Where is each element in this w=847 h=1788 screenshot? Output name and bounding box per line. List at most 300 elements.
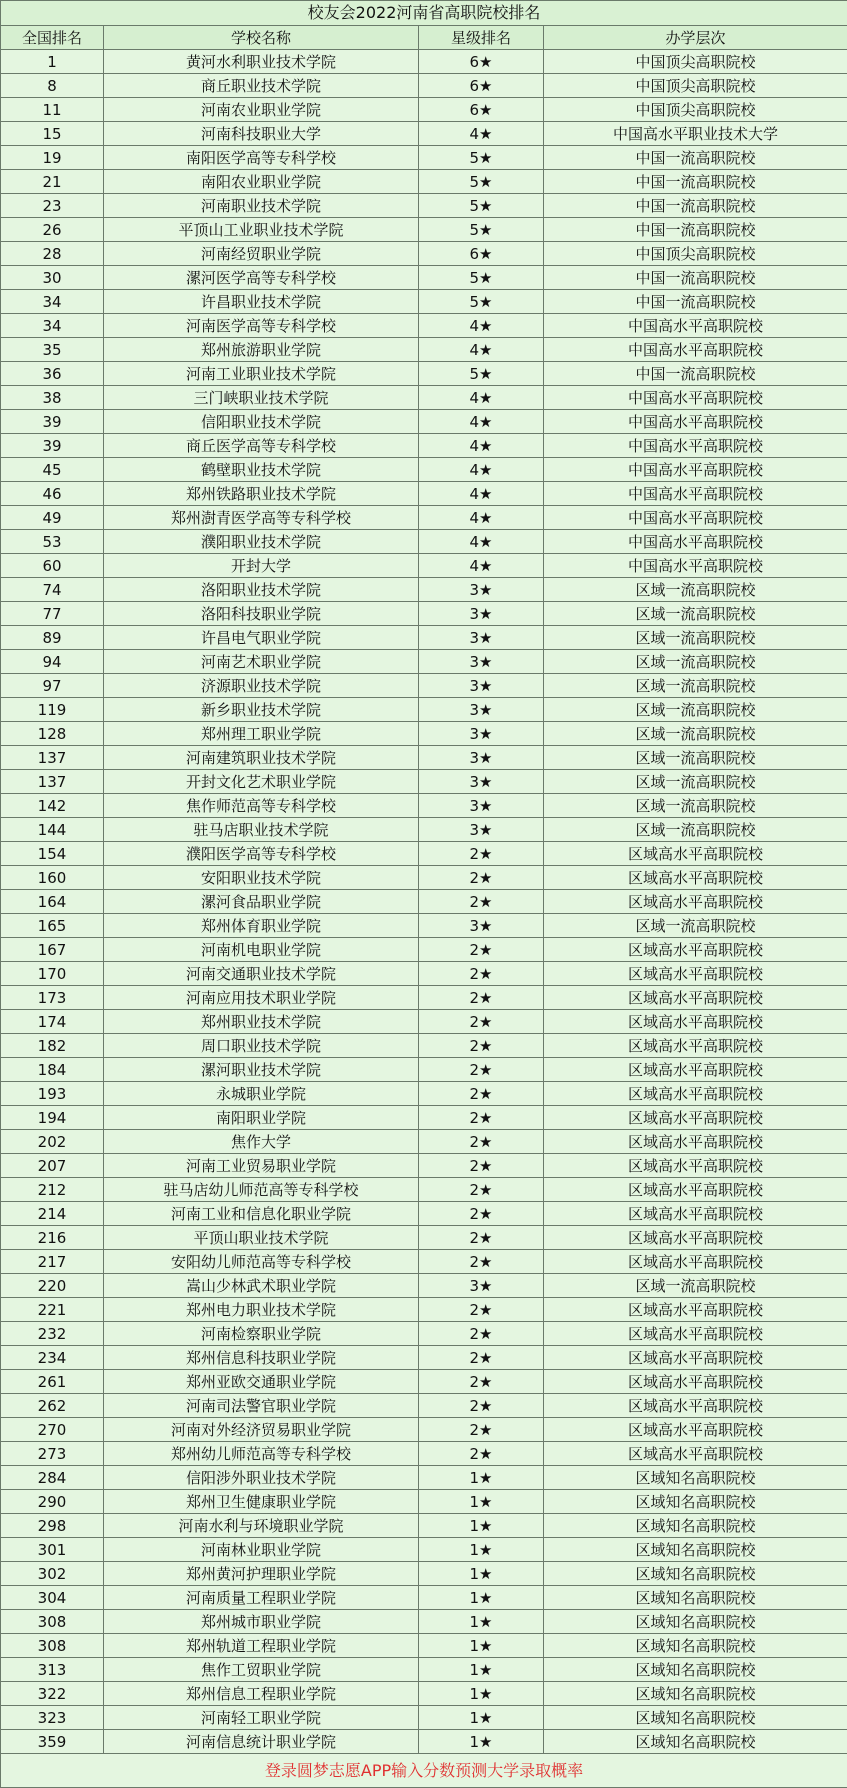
table-row [1, 1706, 847, 1730]
star-rank-cell: 2★ [419, 1202, 544, 1226]
table-row [1, 842, 847, 866]
school-name-cell: 郑州电力职业技术学院 [104, 1298, 419, 1322]
national-rank-cell: 164 [1, 890, 104, 914]
school-name-cell: 驻马店职业技术学院 [104, 818, 419, 842]
education-level-cell: 区域高水平高职院校 [544, 1082, 847, 1106]
national-rank-cell: 262 [1, 1394, 104, 1418]
national-rank-cell: 49 [1, 506, 104, 530]
school-name-cell: 济源职业技术学院 [104, 674, 419, 698]
table-row [1, 410, 847, 434]
national-rank-cell: 359 [1, 1730, 104, 1754]
star-rank-cell: 3★ [419, 914, 544, 938]
national-rank-cell: 21 [1, 170, 104, 194]
table-row [1, 314, 847, 338]
star-rank-cell: 1★ [419, 1514, 544, 1538]
national-rank-cell: 313 [1, 1658, 104, 1682]
education-level-cell: 中国顶尖高职院校 [544, 50, 847, 74]
star-rank-cell: 6★ [419, 98, 544, 122]
school-name-cell: 河南工业和信息化职业学院 [104, 1202, 419, 1226]
national-rank-cell: 38 [1, 386, 104, 410]
table-row [1, 1682, 847, 1706]
table-row [1, 1058, 847, 1082]
star-rank-cell: 5★ [419, 194, 544, 218]
header-row [1, 26, 847, 50]
star-rank-cell: 4★ [419, 434, 544, 458]
school-name-cell: 河南应用技术职业学院 [104, 986, 419, 1010]
education-level-cell: 区域高水平高职院校 [544, 1202, 847, 1226]
table-row [1, 434, 847, 458]
national-rank-cell: 11 [1, 98, 104, 122]
national-rank-cell: 19 [1, 146, 104, 170]
education-level-cell: 中国一流高职院校 [544, 218, 847, 242]
table-row [1, 1562, 847, 1586]
school-name-cell: 河南信息统计职业学院 [104, 1730, 419, 1754]
education-level-cell: 区域高水平高职院校 [544, 1034, 847, 1058]
education-level-cell: 区域高水平高职院校 [544, 938, 847, 962]
school-name-cell: 洛阳职业技术学院 [104, 578, 419, 602]
table-row [1, 722, 847, 746]
star-rank-cell: 4★ [419, 458, 544, 482]
education-level-cell: 中国高水平高职院校 [544, 506, 847, 530]
national-rank-cell: 214 [1, 1202, 104, 1226]
star-rank-cell: 5★ [419, 170, 544, 194]
table-row [1, 866, 847, 890]
star-rank-cell: 1★ [419, 1538, 544, 1562]
education-level-cell: 中国一流高职院校 [544, 362, 847, 386]
school-name-cell: 郑州城市职业学院 [104, 1610, 419, 1634]
table-row [1, 266, 847, 290]
school-name-cell: 濮阳职业技术学院 [104, 530, 419, 554]
star-rank-cell: 3★ [419, 722, 544, 746]
school-name-cell: 濮阳医学高等专科学校 [104, 842, 419, 866]
table-row [1, 338, 847, 362]
education-level-cell: 区域知名高职院校 [544, 1466, 847, 1490]
school-name-cell: 郑州体育职业学院 [104, 914, 419, 938]
star-rank-cell: 3★ [419, 578, 544, 602]
school-name-cell: 郑州亚欧交通职业学院 [104, 1370, 419, 1394]
table-title: 校友会2022河南省高职院校排名 [1, 1, 847, 26]
table-row [1, 1034, 847, 1058]
education-level-cell: 区域一流高职院校 [544, 698, 847, 722]
national-rank-cell: 35 [1, 338, 104, 362]
star-rank-cell: 6★ [419, 242, 544, 266]
national-rank-cell: 77 [1, 602, 104, 626]
table-row [1, 770, 847, 794]
table-row [1, 650, 847, 674]
education-level-cell: 区域一流高职院校 [544, 722, 847, 746]
title-row [1, 1, 847, 26]
star-rank-cell: 2★ [419, 962, 544, 986]
table-row [1, 1730, 847, 1754]
table-row [1, 1010, 847, 1034]
education-level-cell: 区域高水平高职院校 [544, 1418, 847, 1442]
school-name-cell: 信阳涉外职业技术学院 [104, 1466, 419, 1490]
school-name-cell: 河南工业贸易职业学院 [104, 1154, 419, 1178]
star-rank-cell: 5★ [419, 266, 544, 290]
education-level-cell: 中国高水平高职院校 [544, 458, 847, 482]
national-rank-cell: 273 [1, 1442, 104, 1466]
star-rank-cell: 2★ [419, 1298, 544, 1322]
star-rank-cell: 2★ [419, 1346, 544, 1370]
education-level-cell: 区域知名高职院校 [544, 1538, 847, 1562]
table-row [1, 98, 847, 122]
national-rank-cell: 301 [1, 1538, 104, 1562]
education-level-cell: 区域一流高职院校 [544, 674, 847, 698]
national-rank-cell: 298 [1, 1514, 104, 1538]
star-rank-cell: 3★ [419, 674, 544, 698]
school-name-cell: 河南交通职业技术学院 [104, 962, 419, 986]
education-level-cell: 区域一流高职院校 [544, 650, 847, 674]
star-rank-cell: 1★ [419, 1466, 544, 1490]
national-rank-cell: 284 [1, 1466, 104, 1490]
national-rank-cell: 89 [1, 626, 104, 650]
national-rank-cell: 194 [1, 1106, 104, 1130]
school-name-cell: 河南检察职业学院 [104, 1322, 419, 1346]
education-level-cell: 区域高水平高职院校 [544, 1226, 847, 1250]
education-level-cell: 区域高水平高职院校 [544, 1298, 847, 1322]
star-rank-cell: 2★ [419, 890, 544, 914]
national-rank-cell: 30 [1, 266, 104, 290]
education-level-cell: 区域高水平高职院校 [544, 1178, 847, 1202]
star-rank-cell: 3★ [419, 1274, 544, 1298]
star-rank-cell: 6★ [419, 74, 544, 98]
header-national-rank: 全国排名 [1, 26, 104, 50]
national-rank-cell: 174 [1, 1010, 104, 1034]
education-level-cell: 中国一流高职院校 [544, 290, 847, 314]
education-level-cell: 区域高水平高职院校 [544, 1058, 847, 1082]
table-row [1, 986, 847, 1010]
national-rank-cell: 220 [1, 1274, 104, 1298]
school-name-cell: 三门峡职业技术学院 [104, 386, 419, 410]
school-name-cell: 河南对外经济贸易职业学院 [104, 1418, 419, 1442]
table-row [1, 50, 847, 74]
education-level-cell: 中国一流高职院校 [544, 194, 847, 218]
table-row [1, 890, 847, 914]
education-level-cell: 区域高水平高职院校 [544, 842, 847, 866]
table-row [1, 146, 847, 170]
education-level-cell: 区域一流高职院校 [544, 794, 847, 818]
national-rank-cell: 302 [1, 1562, 104, 1586]
school-name-cell: 郑州旅游职业学院 [104, 338, 419, 362]
star-rank-cell: 5★ [419, 362, 544, 386]
national-rank-cell: 53 [1, 530, 104, 554]
school-name-cell: 郑州澍青医学高等专科学校 [104, 506, 419, 530]
school-name-cell: 南阳医学高等专科学校 [104, 146, 419, 170]
table-row [1, 554, 847, 578]
education-level-cell: 区域知名高职院校 [544, 1730, 847, 1754]
national-rank-cell: 167 [1, 938, 104, 962]
education-level-cell: 区域高水平高职院校 [544, 1394, 847, 1418]
national-rank-cell: 216 [1, 1226, 104, 1250]
national-rank-cell: 308 [1, 1610, 104, 1634]
star-rank-cell: 5★ [419, 218, 544, 242]
education-level-cell: 区域知名高职院校 [544, 1682, 847, 1706]
national-rank-cell: 46 [1, 482, 104, 506]
national-rank-cell: 60 [1, 554, 104, 578]
table-row [1, 530, 847, 554]
table-row [1, 458, 847, 482]
school-name-cell: 河南机电职业学院 [104, 938, 419, 962]
national-rank-cell: 34 [1, 314, 104, 338]
education-level-cell: 区域高水平高职院校 [544, 1370, 847, 1394]
school-name-cell: 河南建筑职业技术学院 [104, 746, 419, 770]
national-rank-cell: 39 [1, 410, 104, 434]
school-name-cell: 郑州卫生健康职业学院 [104, 1490, 419, 1514]
national-rank-cell: 217 [1, 1250, 104, 1274]
education-level-cell: 中国高水平高职院校 [544, 530, 847, 554]
table-row [1, 242, 847, 266]
education-level-cell: 区域高水平高职院校 [544, 1154, 847, 1178]
school-name-cell: 永城职业学院 [104, 1082, 419, 1106]
school-name-cell: 河南林业职业学院 [104, 1538, 419, 1562]
school-name-cell: 郑州职业技术学院 [104, 1010, 419, 1034]
national-rank-cell: 322 [1, 1682, 104, 1706]
national-rank-cell: 144 [1, 818, 104, 842]
school-name-cell: 漯河职业技术学院 [104, 1058, 419, 1082]
national-rank-cell: 8 [1, 74, 104, 98]
education-level-cell: 区域知名高职院校 [544, 1634, 847, 1658]
table-row [1, 1298, 847, 1322]
school-name-cell: 郑州铁路职业技术学院 [104, 482, 419, 506]
school-name-cell: 嵩山少林武术职业学院 [104, 1274, 419, 1298]
national-rank-cell: 184 [1, 1058, 104, 1082]
education-level-cell: 中国高水平高职院校 [544, 482, 847, 506]
national-rank-cell: 137 [1, 770, 104, 794]
national-rank-cell: 270 [1, 1418, 104, 1442]
star-rank-cell: 2★ [419, 1418, 544, 1442]
national-rank-cell: 234 [1, 1346, 104, 1370]
national-rank-cell: 23 [1, 194, 104, 218]
education-level-cell: 区域一流高职院校 [544, 914, 847, 938]
education-level-cell: 区域一流高职院校 [544, 746, 847, 770]
national-rank-cell: 34 [1, 290, 104, 314]
national-rank-cell: 170 [1, 962, 104, 986]
star-rank-cell: 2★ [419, 1082, 544, 1106]
star-rank-cell: 2★ [419, 842, 544, 866]
national-rank-cell: 28 [1, 242, 104, 266]
table-row [1, 1250, 847, 1274]
national-rank-cell: 1 [1, 50, 104, 74]
school-name-cell: 焦作师范高等专科学校 [104, 794, 419, 818]
star-rank-cell: 1★ [419, 1610, 544, 1634]
national-rank-cell: 323 [1, 1706, 104, 1730]
star-rank-cell: 1★ [419, 1730, 544, 1754]
star-rank-cell: 1★ [419, 1562, 544, 1586]
national-rank-cell: 45 [1, 458, 104, 482]
table-row [1, 506, 847, 530]
star-rank-cell: 2★ [419, 1154, 544, 1178]
table-row [1, 1082, 847, 1106]
table-row [1, 1658, 847, 1682]
education-level-cell: 区域高水平高职院校 [544, 1322, 847, 1346]
school-name-cell: 安阳幼儿师范高等专科学校 [104, 1250, 419, 1274]
education-level-cell: 区域知名高职院校 [544, 1562, 847, 1586]
education-level-cell: 区域高水平高职院校 [544, 1010, 847, 1034]
star-rank-cell: 3★ [419, 794, 544, 818]
table-row [1, 938, 847, 962]
table-row [1, 1226, 847, 1250]
education-level-cell: 中国一流高职院校 [544, 266, 847, 290]
national-rank-cell: 137 [1, 746, 104, 770]
school-name-cell: 商丘医学高等专科学校 [104, 434, 419, 458]
table-row [1, 1394, 847, 1418]
education-level-cell: 区域高水平高职院校 [544, 866, 847, 890]
school-name-cell: 郑州信息工程职业学院 [104, 1682, 419, 1706]
education-level-cell: 区域知名高职院校 [544, 1706, 847, 1730]
star-rank-cell: 4★ [419, 386, 544, 410]
header-school-name: 学校名称 [104, 26, 419, 50]
school-name-cell: 新乡职业技术学院 [104, 698, 419, 722]
school-name-cell: 商丘职业技术学院 [104, 74, 419, 98]
table-row [1, 1538, 847, 1562]
education-level-cell: 区域一流高职院校 [544, 818, 847, 842]
education-level-cell: 中国顶尖高职院校 [544, 98, 847, 122]
table-row [1, 1322, 847, 1346]
star-rank-cell: 2★ [419, 1034, 544, 1058]
school-name-cell: 开封大学 [104, 554, 419, 578]
table-row [1, 218, 847, 242]
school-name-cell: 平顶山工业职业技术学院 [104, 218, 419, 242]
star-rank-cell: 3★ [419, 818, 544, 842]
header-education-level: 办学层次 [544, 26, 847, 50]
star-rank-cell: 2★ [419, 1226, 544, 1250]
star-rank-cell: 2★ [419, 1394, 544, 1418]
star-rank-cell: 4★ [419, 122, 544, 146]
star-rank-cell: 4★ [419, 314, 544, 338]
school-name-cell: 安阳职业技术学院 [104, 866, 419, 890]
star-rank-cell: 4★ [419, 530, 544, 554]
table-row [1, 794, 847, 818]
footer-promo-text: 登录圆梦志愿APP输入分数预测大学录取概率 [1, 1754, 847, 1788]
education-level-cell: 中国一流高职院校 [544, 146, 847, 170]
table-row [1, 1154, 847, 1178]
star-rank-cell: 3★ [419, 650, 544, 674]
school-name-cell: 许昌电气职业学院 [104, 626, 419, 650]
national-rank-cell: 193 [1, 1082, 104, 1106]
education-level-cell: 中国顶尖高职院校 [544, 242, 847, 266]
education-level-cell: 区域高水平高职院校 [544, 1346, 847, 1370]
table-body [1, 50, 847, 1754]
school-name-cell: 漯河医学高等专科学校 [104, 266, 419, 290]
star-rank-cell: 2★ [419, 1130, 544, 1154]
table-row [1, 74, 847, 98]
national-rank-cell: 97 [1, 674, 104, 698]
table-row [1, 1514, 847, 1538]
education-level-cell: 区域一流高职院校 [544, 626, 847, 650]
table-row [1, 1106, 847, 1130]
table-row [1, 1274, 847, 1298]
school-name-cell: 信阳职业技术学院 [104, 410, 419, 434]
education-level-cell: 中国高水平职业技术大学 [544, 122, 847, 146]
school-name-cell: 郑州黄河护理职业学院 [104, 1562, 419, 1586]
star-rank-cell: 1★ [419, 1658, 544, 1682]
national-rank-cell: 39 [1, 434, 104, 458]
table-row [1, 914, 847, 938]
star-rank-cell: 4★ [419, 506, 544, 530]
national-rank-cell: 160 [1, 866, 104, 890]
national-rank-cell: 202 [1, 1130, 104, 1154]
education-level-cell: 中国一流高职院校 [544, 170, 847, 194]
star-rank-cell: 4★ [419, 338, 544, 362]
header-star-rank: 星级排名 [419, 26, 544, 50]
table-row [1, 746, 847, 770]
education-level-cell: 中国高水平高职院校 [544, 434, 847, 458]
education-level-cell: 区域高水平高职院校 [544, 962, 847, 986]
education-level-cell: 区域一流高职院校 [544, 770, 847, 794]
school-name-cell: 南阳职业学院 [104, 1106, 419, 1130]
school-name-cell: 河南科技职业大学 [104, 122, 419, 146]
national-rank-cell: 182 [1, 1034, 104, 1058]
national-rank-cell: 173 [1, 986, 104, 1010]
school-name-cell: 开封文化艺术职业学院 [104, 770, 419, 794]
education-level-cell: 中国高水平高职院校 [544, 314, 847, 338]
star-rank-cell: 2★ [419, 1370, 544, 1394]
national-rank-cell: 154 [1, 842, 104, 866]
national-rank-cell: 26 [1, 218, 104, 242]
table-row [1, 602, 847, 626]
education-level-cell: 区域高水平高职院校 [544, 1106, 847, 1130]
table-row [1, 1130, 847, 1154]
national-rank-cell: 128 [1, 722, 104, 746]
school-name-cell: 郑州轨道工程职业学院 [104, 1634, 419, 1658]
school-name-cell: 南阳农业职业学院 [104, 170, 419, 194]
school-name-cell: 河南工业职业技术学院 [104, 362, 419, 386]
table-row [1, 698, 847, 722]
table-row [1, 1634, 847, 1658]
education-level-cell: 区域一流高职院校 [544, 1274, 847, 1298]
national-rank-cell: 304 [1, 1586, 104, 1610]
education-level-cell: 区域高水平高职院校 [544, 1130, 847, 1154]
star-rank-cell: 2★ [419, 938, 544, 962]
star-rank-cell: 3★ [419, 602, 544, 626]
national-rank-cell: 261 [1, 1370, 104, 1394]
education-level-cell: 区域知名高职院校 [544, 1514, 847, 1538]
table-row [1, 626, 847, 650]
star-rank-cell: 5★ [419, 290, 544, 314]
table-row [1, 290, 847, 314]
national-rank-cell: 74 [1, 578, 104, 602]
education-level-cell: 区域一流高职院校 [544, 578, 847, 602]
star-rank-cell: 2★ [419, 1178, 544, 1202]
table-row [1, 1442, 847, 1466]
star-rank-cell: 2★ [419, 1106, 544, 1130]
table-row [1, 386, 847, 410]
table-row [1, 170, 847, 194]
school-name-cell: 平顶山职业技术学院 [104, 1226, 419, 1250]
education-level-cell: 区域知名高职院校 [544, 1490, 847, 1514]
education-level-cell: 区域高水平高职院校 [544, 890, 847, 914]
star-rank-cell: 1★ [419, 1586, 544, 1610]
education-level-cell: 中国高水平高职院校 [544, 554, 847, 578]
education-level-cell: 中国高水平高职院校 [544, 338, 847, 362]
star-rank-cell: 4★ [419, 482, 544, 506]
school-name-cell: 河南司法警官职业学院 [104, 1394, 419, 1418]
national-rank-cell: 165 [1, 914, 104, 938]
table-row [1, 1178, 847, 1202]
star-rank-cell: 1★ [419, 1706, 544, 1730]
table-row [1, 1370, 847, 1394]
education-level-cell: 区域知名高职院校 [544, 1586, 847, 1610]
table-row [1, 962, 847, 986]
education-level-cell: 区域知名高职院校 [544, 1610, 847, 1634]
national-rank-cell: 221 [1, 1298, 104, 1322]
national-rank-cell: 142 [1, 794, 104, 818]
national-rank-cell: 232 [1, 1322, 104, 1346]
national-rank-cell: 119 [1, 698, 104, 722]
school-name-cell: 鹤壁职业技术学院 [104, 458, 419, 482]
star-rank-cell: 3★ [419, 770, 544, 794]
national-rank-cell: 212 [1, 1178, 104, 1202]
